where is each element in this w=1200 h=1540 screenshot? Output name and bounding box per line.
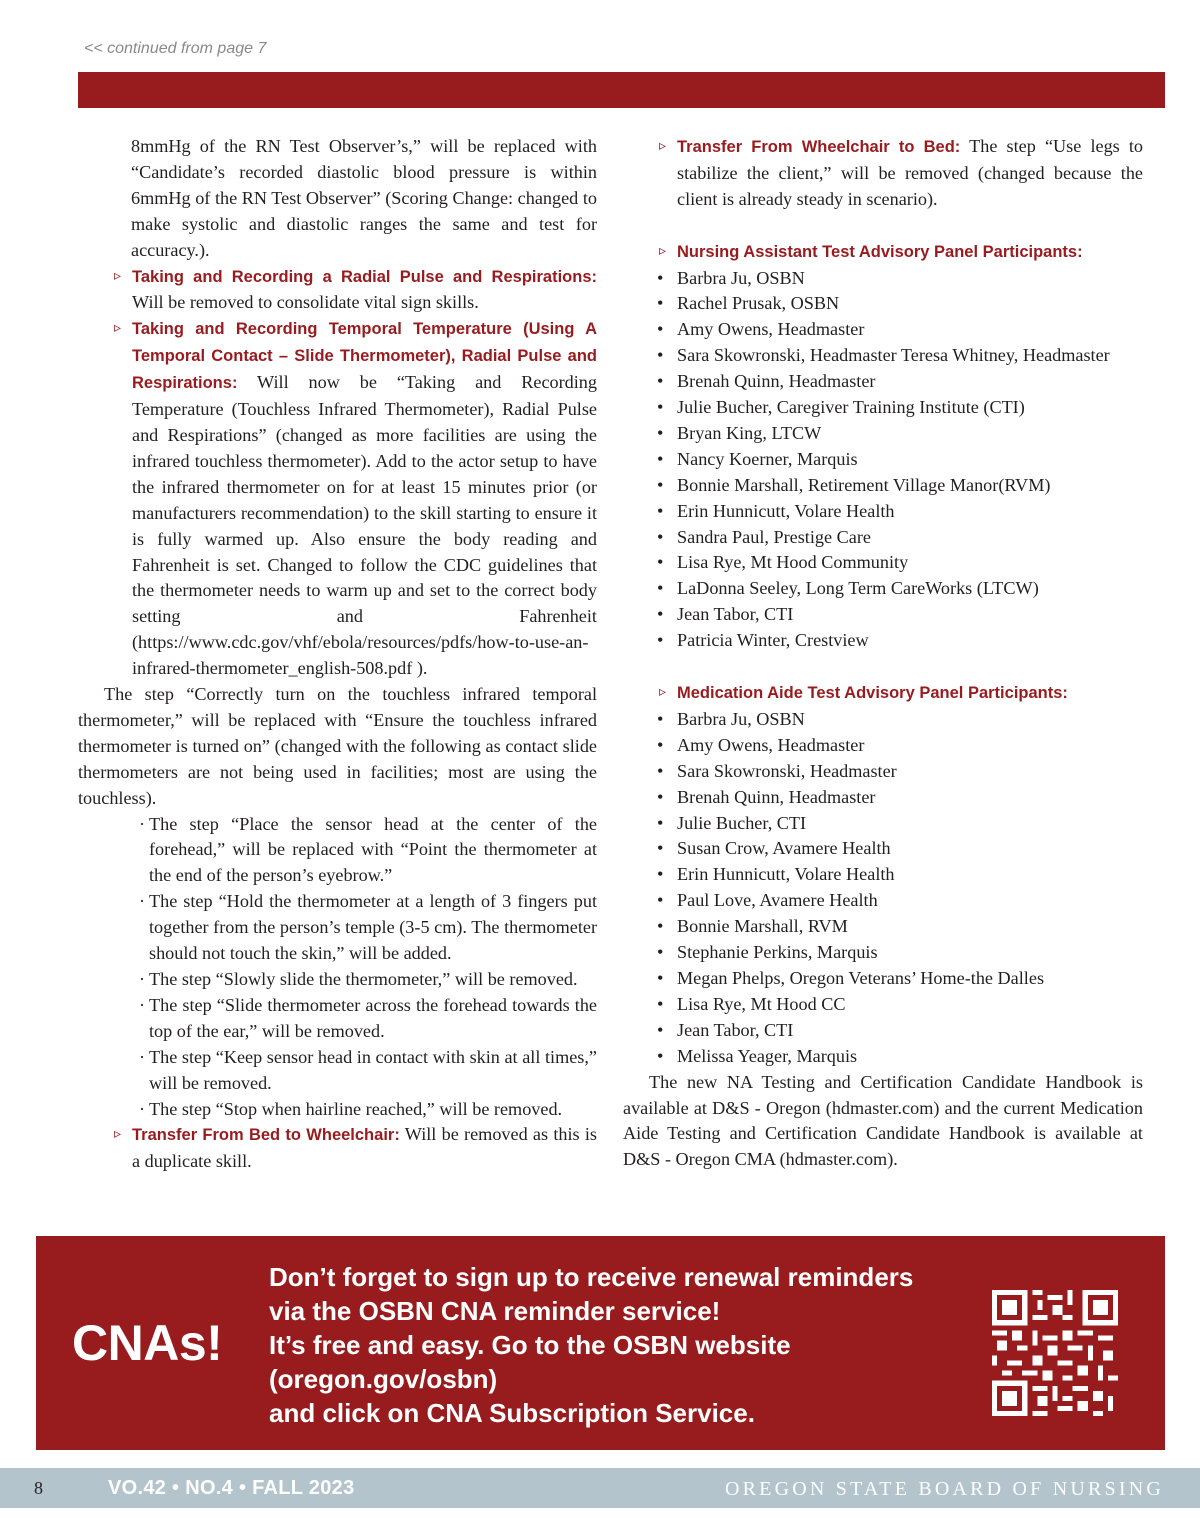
change-item-wheelchair-to-bed bbox=[623, 134, 1143, 213]
page-number: 8 bbox=[34, 1478, 43, 1498]
change-item-text: Will now be “Taking and Recording Temperature (Touchless Infrared Thermometer), Radial Pulse and Respirations” (changed as more facilities are using the infrared touchless thermometer). Add to the actor setup to have the infrared thermometer on for at least 15 minutes prior (or manufacturers recommendation) to the skill starting to ensure it is fully warmed up. Also ensure the body reading and Fahrenheit is set. Changed to follow the CDC guidelines that the thermometer needs to warm up and set to the correct body setting and Fahrenheit (https://www.cdc.gov/vhf/ebola/resources/pdfs/how-to-use-an-infrared-thermometer_english-508.pdf ). bbox=[132, 372, 597, 679]
list-item: • Susan Crow, Avamere Health bbox=[623, 836, 1143, 862]
issue-label: VO.42 • NO.4 • FALL 2023 bbox=[108, 1477, 355, 1499]
change-item-radial-pulse bbox=[78, 264, 597, 317]
cna-reminder-banner bbox=[36, 1236, 1165, 1450]
list-item: • Patricia Winter, Crestview bbox=[623, 628, 1143, 654]
continued-note: << continued from page 7 bbox=[84, 40, 267, 57]
banner-line: It’s free and easy. Go to the OSBN website bbox=[269, 1330, 791, 1360]
list-item: • Barbra Ju, OSBN bbox=[623, 266, 1143, 292]
na-panel-list bbox=[623, 266, 1143, 655]
list-item: • Jean Tabor, CTI bbox=[623, 602, 1143, 628]
list-item: • Melissa Yeager, Marquis bbox=[623, 1044, 1143, 1070]
ma-panel-heading: ▹ Medication Aide Test Advisory Panel Participants: bbox=[623, 680, 1143, 707]
list-item: • Lisa Rye, Mt Hood CC bbox=[623, 992, 1143, 1018]
list-item: • Megan Phelps, Oregon Veterans’ Home-the Dalles bbox=[623, 966, 1143, 992]
change-item-temporal-temperature bbox=[78, 316, 597, 682]
right-column bbox=[623, 134, 1143, 1173]
step-item: · The step “Slowly slide the thermometer,” will be removed. bbox=[78, 967, 597, 993]
list-item: • Julie Bucher, CTI bbox=[623, 811, 1143, 837]
na-panel-heading: ▹ Nursing Assistant Test Advisory Panel Participants: bbox=[623, 239, 1143, 266]
list-item: • Erin Hunnicutt, Volare Health bbox=[623, 499, 1143, 525]
list-item: • Barbra Ju, OSBN bbox=[623, 707, 1143, 733]
list-item: • Rachel Prusak, OSBN bbox=[623, 291, 1143, 317]
list-item: • Paul Love, Avamere Health bbox=[623, 888, 1143, 914]
banner-line: Don’t forget to sign up to receive renewal reminders bbox=[269, 1262, 914, 1292]
change-item-text: The step “Use legs to stabilize the client,” will be removed (changed because the client is already steady in scenario). bbox=[677, 136, 1144, 209]
list-item: • Amy Owens, Headmaster bbox=[623, 733, 1143, 759]
list-item: • Sandra Paul, Prestige Care bbox=[623, 525, 1143, 551]
step-item: · The step “Hold the thermometer at a length of 3 fingers put together from the person’s temple (3-5 cm). The thermometer should not touch the skin,” will be added. bbox=[78, 889, 597, 967]
list-item: • Sara Skowronski, Headmaster Teresa Whitney, Headmaster bbox=[623, 343, 1143, 369]
list-item: • Julie Bucher, Caregiver Training Institute (CTI) bbox=[623, 395, 1143, 421]
step-item: · The step “Keep sensor head in contact with skin at all times,” will be removed. bbox=[78, 1045, 597, 1097]
step-item: · The step “Place the sensor head at the center of the forehead,” will be replaced with “Point the thermometer at the end of the person’s eyebrow.” bbox=[78, 812, 597, 890]
header-bar bbox=[78, 72, 1165, 108]
qr-code-icon[interactable] bbox=[992, 1290, 1118, 1416]
banner-message bbox=[269, 1260, 969, 1430]
change-item-text: Will be removed to consolidate vital sign skills. bbox=[132, 292, 479, 313]
list-item: • Nancy Koerner, Marquis bbox=[623, 447, 1143, 473]
change-item-title: Taking and Recording a Radial Pulse and Respirations: bbox=[132, 267, 597, 286]
handbook-paragraph: The new NA Testing and Certification Candidate Handbook is available at D&S - Oregon (hdmaster.com) and the current Medication Aide Testing and Certification Candidate Handbook is available at D&S - Oregon CMA (hdmaster.com). bbox=[623, 1071, 1143, 1170]
list-item: • Stephanie Perkins, Marquis bbox=[623, 940, 1143, 966]
intro-paragraph: 8mmHg of the RN Test Observer’s,” will be replaced with “Candidate’s recorded diastolic blood pressure is within 6mmHg of the RN Test Observer” (Scoring Change: changed to make systolic and diastolic ranges the same and test for accuracy.). bbox=[131, 136, 597, 260]
list-item: • Brenah Quinn, Headmaster bbox=[623, 785, 1143, 811]
ma-panel-list bbox=[623, 707, 1143, 1070]
banner-line: via the OSBN CNA reminder service! bbox=[269, 1296, 721, 1326]
list-item: • Sara Skowronski, Headmaster bbox=[623, 759, 1143, 785]
list-item: • Amy Owens, Headmaster bbox=[623, 317, 1143, 343]
banner-line: (oregon.gov/osbn) bbox=[269, 1364, 498, 1394]
list-item: • Jean Tabor, CTI bbox=[623, 1018, 1143, 1044]
change-item-title: Taking and Recording Temporal Temperature (Using A Temporal Contact – Slide Thermometer), Radial Pulse and Respirations: bbox=[132, 320, 597, 393]
list-item: • LaDonna Seeley, Long Term CareWorks (LTCW) bbox=[623, 576, 1143, 602]
list-item: • Lisa Rye, Mt Hood Community bbox=[623, 550, 1143, 576]
step-item: · The step “Stop when hairline reached,” will be removed. bbox=[78, 1097, 597, 1123]
change-item-title: Transfer From Bed to Wheelchair: bbox=[132, 1126, 400, 1145]
list-item: • Bonnie Marshall, RVM bbox=[623, 914, 1143, 940]
step-item: · The step “Slide thermometer across the forehead towards the top of the ear,” will be removed. bbox=[78, 993, 597, 1045]
list-item: • Bonnie Marshall, Retirement Village Manor(RVM) bbox=[623, 473, 1143, 499]
change-item-title: Transfer From Wheelchair to Bed: bbox=[677, 138, 961, 156]
list-item: • Erin Hunnicutt, Volare Health bbox=[623, 862, 1143, 888]
banner-line: and click on CNA Subscription Service. bbox=[269, 1398, 755, 1428]
list-item: • Bryan King, LTCW bbox=[623, 421, 1143, 447]
change-item-text: Will be removed as this is a duplicate skill. bbox=[132, 1124, 598, 1172]
publisher-name: OREGON STATE BOARD OF NURSING bbox=[724, 1478, 1164, 1500]
banner-title: CNAs! bbox=[72, 1315, 223, 1371]
left-column bbox=[78, 134, 597, 1175]
change-item-bed-to-wheelchair bbox=[78, 1122, 597, 1175]
thermometer-step-paragraph: The step “Correctly turn on the touchless infrared temporal thermometer,” will be replaced with “Ensure the touchless infrared thermometer is turned on” (changed with the following as contact slide thermometers are not being used in facilities; most are using the touchless). bbox=[78, 684, 597, 808]
list-item: • Brenah Quinn, Headmaster bbox=[623, 369, 1143, 395]
